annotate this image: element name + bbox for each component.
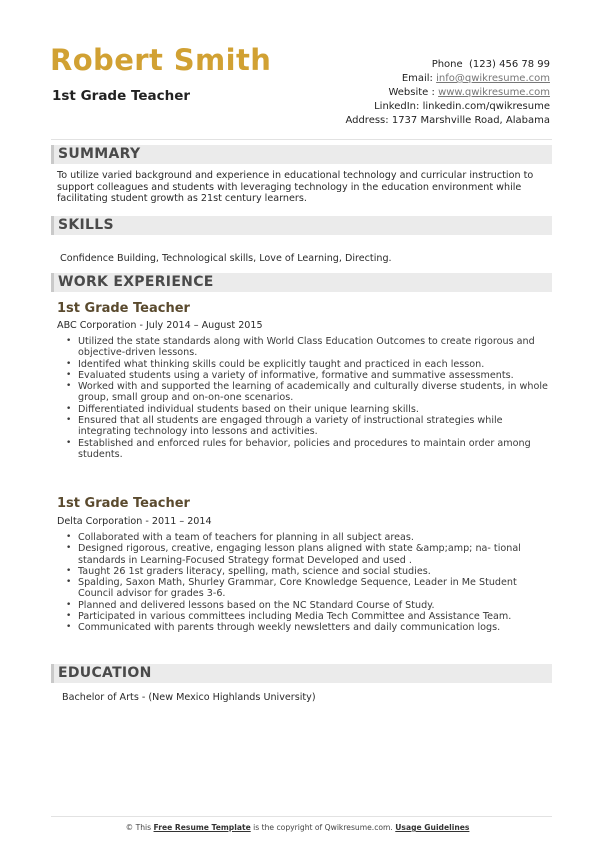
job-bullet-list: [66, 532, 552, 634]
list-item: • Ensured that all students are engaged through a variety of instructional strategies while integrating technology into lessons and activities.: [66, 415, 503, 438]
address-label: Address:: [345, 115, 389, 126]
summary-heading: SUMMARY: [58, 146, 141, 162]
job-company-dates: Delta Corporation - 2011 – 2014: [57, 516, 212, 527]
bullet-icon: •: [66, 565, 72, 576]
linkedin-label: LinkedIn:: [374, 101, 420, 112]
bullet-icon: •: [66, 577, 72, 588]
free-resume-template-link[interactable]: Free Resume Template: [153, 823, 251, 832]
job-title: 1st Grade Teacher: [57, 301, 190, 316]
email-label: Email:: [401, 73, 433, 84]
bullet-icon: •: [66, 358, 72, 369]
summary-section-header: [51, 145, 552, 164]
contact-linkedin: [345, 100, 550, 114]
list-item: • Spalding, Saxon Math, Shurley Grammar, Core Knowledge Sequence, Leader in Me Student Council advisor for grades 3-6.: [66, 577, 517, 600]
bullet-icon: •: [66, 415, 72, 426]
phone-value: (123) 456 78 99: [469, 59, 550, 70]
contact-address: [345, 114, 550, 128]
section-accent: [51, 273, 54, 292]
job-company-dates: ABC Corporation - July 2014 – August 2015: [57, 320, 263, 331]
list-item: • Established and enforced rules for behavior, policies and procedures to maintain order among students.: [66, 437, 531, 460]
education-heading: EDUCATION: [58, 665, 152, 681]
list-item: • Differentiated individual students based on their unique learning skills.: [66, 403, 419, 415]
email-link[interactable]: info@qwikresume.com: [436, 73, 550, 84]
footer-copyright-text: is the copyright of Qwikresume.com.: [253, 823, 393, 832]
contact-website: [345, 86, 550, 100]
list-item: • Evaluated students using a variety of informative, formative and summative assessments.: [66, 369, 514, 381]
usage-guidelines-link[interactable]: Usage Guidelines: [395, 823, 470, 832]
list-item: • Utilized the state standards along with World Class Education Outcomes to create rigorous and objective-driven lessons.: [66, 336, 535, 359]
footer-divider: [51, 816, 552, 817]
list-item: • Participated in various committees including Media Tech Committee and Assistance Team.: [66, 611, 512, 623]
education-section-header: [51, 664, 552, 683]
summary-text: To utilize varied background and experience in educational technology and curricular instruction to support colleagues and students with leveraging technology in the education environment while facilitating student growth as 21st century learners.: [57, 170, 534, 205]
header-divider: [51, 139, 552, 140]
bullet-icon: •: [66, 403, 72, 414]
footer: [0, 823, 595, 833]
list-item: • Communicated with parents through weekly newsletters and daily communication logs.: [66, 622, 501, 634]
skills-section-header: [51, 216, 552, 235]
contact-email: [345, 72, 550, 86]
bullet-icon: •: [66, 437, 72, 448]
contact-block: [345, 58, 550, 128]
website-link[interactable]: www.qwikresume.com: [438, 87, 550, 98]
education-entry: Bachelor of Arts - (New Mexico Highlands University): [62, 692, 316, 703]
bullet-icon: •: [66, 336, 72, 346]
address-value: 1737 Marshville Road, Alabama: [391, 115, 550, 126]
footer-prefix: © This: [125, 823, 152, 832]
section-accent: [51, 664, 54, 683]
contact-phone: [345, 58, 550, 72]
phone-label: Phone: [431, 59, 463, 70]
website-label: Website :: [388, 87, 435, 98]
list-item: • Identifed what thinking skills could be explicitly taught and practiced in each lesson.: [66, 358, 485, 370]
list-item: • Worked with and supported the learning of academically and culturally diverse students, in whole group, small group and on-on-one scenarios.: [66, 381, 548, 404]
bullet-icon: •: [66, 369, 72, 380]
bullet-icon: •: [66, 543, 72, 554]
list-item: • Taught 26 1st graders literacy, spelling, math, science and social studies.: [66, 565, 431, 577]
job-bullet-list: [66, 336, 552, 460]
section-accent: [51, 145, 54, 164]
list-item: • Designed rigorous, creative, engaging lesson plans aligned with state &amp;amp; na- tional standards in Learning-Focused Strategy format Developed and used .: [66, 543, 521, 566]
candidate-name: Robert Smith: [50, 43, 272, 77]
linkedin-value: linkedin.com/qwikresume: [422, 101, 550, 112]
candidate-title: 1st Grade Teacher: [52, 88, 191, 104]
bullet-icon: •: [66, 599, 72, 610]
list-item: • Collaborated with a team of teachers for planning in all subject areas.: [66, 532, 414, 543]
experience-heading: WORK EXPERIENCE: [58, 274, 214, 290]
experience-section-header: [51, 273, 552, 292]
section-accent: [51, 216, 54, 235]
skills-heading: SKILLS: [58, 217, 114, 233]
bullet-icon: •: [66, 622, 72, 633]
skills-text: Confidence Building, Technological skills, Love of Learning, Directing.: [60, 253, 392, 264]
job-title: 1st Grade Teacher: [57, 496, 190, 511]
list-item: • Planned and delivered lessons based on the NC Standard Course of Study.: [66, 599, 435, 611]
bullet-icon: •: [66, 532, 72, 542]
bullet-icon: •: [66, 611, 72, 622]
bullet-icon: •: [66, 381, 72, 392]
